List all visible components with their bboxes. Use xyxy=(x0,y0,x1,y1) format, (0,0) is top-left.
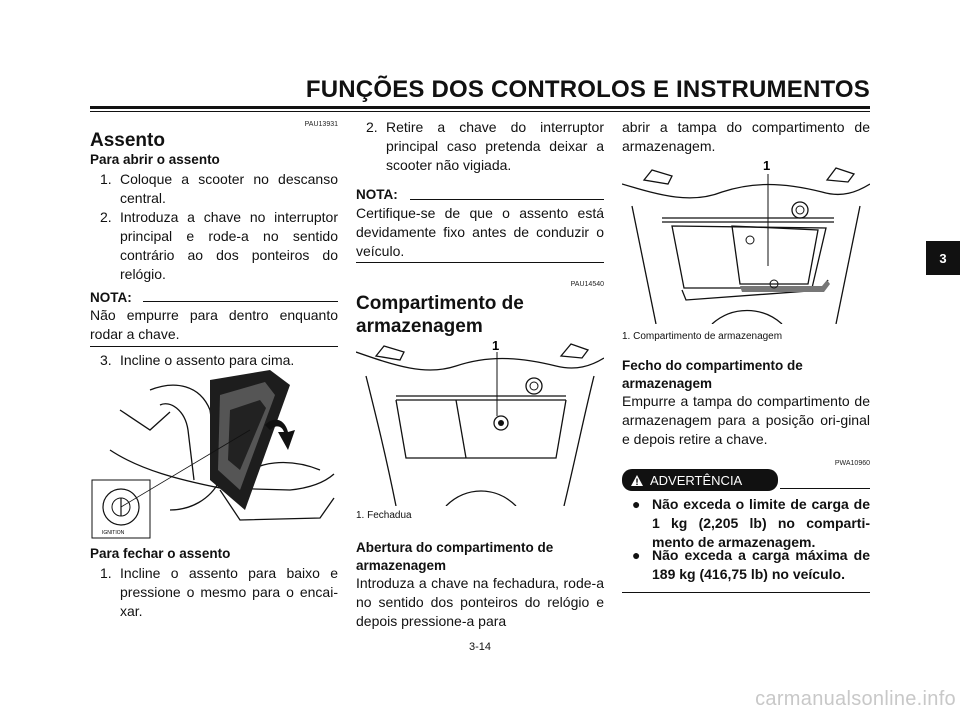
step-number: 3. xyxy=(100,352,112,368)
nota-end-rule xyxy=(356,262,604,263)
subheading-open-seat: Para abrir o assento xyxy=(90,152,220,167)
step-text: Coloque a scooter no descanso central. xyxy=(120,171,338,206)
section-title-storage: Compartimento de armazenagem xyxy=(356,293,524,337)
page-number: 3-14 xyxy=(468,641,492,653)
figure-caption: 1. Compartimento de armazenagem xyxy=(622,331,783,342)
step-text: Incline o assento para cima. xyxy=(120,352,295,368)
step-text: Incline o assento para baixo e pressione o mesmo para o encai-xar. xyxy=(120,565,338,619)
nota-text: Não empurre para dentro enquanto rodar a chave. xyxy=(90,307,338,342)
chapter-tab[interactable]: 3 xyxy=(926,241,960,275)
bullet-dot: ● xyxy=(632,496,641,512)
ignition-text: IGNITION xyxy=(102,530,125,536)
step-number: 2. xyxy=(366,119,378,135)
step-text: Introduza a chave no interruptor principal e rode-a no sentido contrário ao dos ponteiros do relógio. xyxy=(120,209,338,282)
warning-label: ADVERTÊNCIA xyxy=(650,472,743,488)
bullet-dot: ● xyxy=(632,547,641,563)
warning-bullet-1 xyxy=(632,495,870,552)
open-step-2 xyxy=(100,208,338,284)
warning-triangle-icon xyxy=(630,474,644,487)
subheading-close-seat: Para fechar o assento xyxy=(90,546,231,561)
section-code: PAU13931 xyxy=(304,121,338,128)
subheading-open-storage: Abertura do compartimento de armazenagem xyxy=(356,540,554,573)
nota-rule xyxy=(410,199,604,200)
nota-label: NOTA: xyxy=(90,290,132,305)
step-number: 1. xyxy=(100,171,112,187)
watermark: carmanualsonline.info xyxy=(755,688,956,710)
header-rule-thin xyxy=(90,111,870,112)
step-text: Retire a chave do interruptor principal caso pretenda deixar a scooter não vigiada. xyxy=(386,119,604,173)
open-step-1 xyxy=(100,170,338,208)
figure-caption: 1. Fechadua xyxy=(356,510,412,521)
close-storage-text: Empurre a tampa do compartimento de armazenagem para a posição ori-ginal e depois retire a chave. xyxy=(622,393,870,447)
warning-text: Não exceda a carga máxima de 189 kg (416,75 lb) no veículo. xyxy=(652,547,870,582)
warning-text: Não exceda o limite de carga de 1 kg (2,205 lb) no comparti-mento de armazenagem. xyxy=(652,496,870,550)
nota-text: Certifique-se de que o assento está devidamente fixo antes de conduzir o veículo. xyxy=(356,205,604,259)
warning-bottom-rule xyxy=(622,592,870,593)
close-step-1 xyxy=(100,564,338,621)
storage-compartment-illustration xyxy=(622,156,870,324)
header-rule-thick xyxy=(90,106,870,109)
warning-code: PWA10960 xyxy=(834,460,870,467)
section-title-assento: Assento xyxy=(90,130,165,151)
open-step-3 xyxy=(100,351,338,370)
step-number: 1. xyxy=(100,565,112,581)
warning-bullet-2 xyxy=(632,546,870,584)
nota-rule xyxy=(143,301,338,302)
page-header-title: FUNÇÕES DOS CONTROLOS E INSTRUMENTOS xyxy=(305,76,870,103)
seat-open-illustration xyxy=(90,370,338,540)
warning-top-rule xyxy=(780,488,870,489)
storage-lock-illustration xyxy=(356,336,604,506)
nota-label: NOTA: xyxy=(356,187,398,202)
subheading-close-storage: Fecho do compartimento de armazenagem xyxy=(622,358,803,391)
col2-step-2 xyxy=(366,118,604,175)
warning-badge xyxy=(622,469,778,491)
nota-end-rule xyxy=(90,346,338,347)
figure-callout: 1 xyxy=(763,158,771,173)
section-code: PAU14540 xyxy=(570,281,604,288)
step-number: 2. xyxy=(100,209,112,225)
open-storage-text: Introduza a chave na fechadura, rode-a no sentido dos ponteiros do relógio e depois pressione-a para xyxy=(356,575,604,629)
continued-text: abrir a tampa do compartimento de armazenagem. xyxy=(622,119,870,154)
figure-callout: 1 xyxy=(492,338,500,353)
